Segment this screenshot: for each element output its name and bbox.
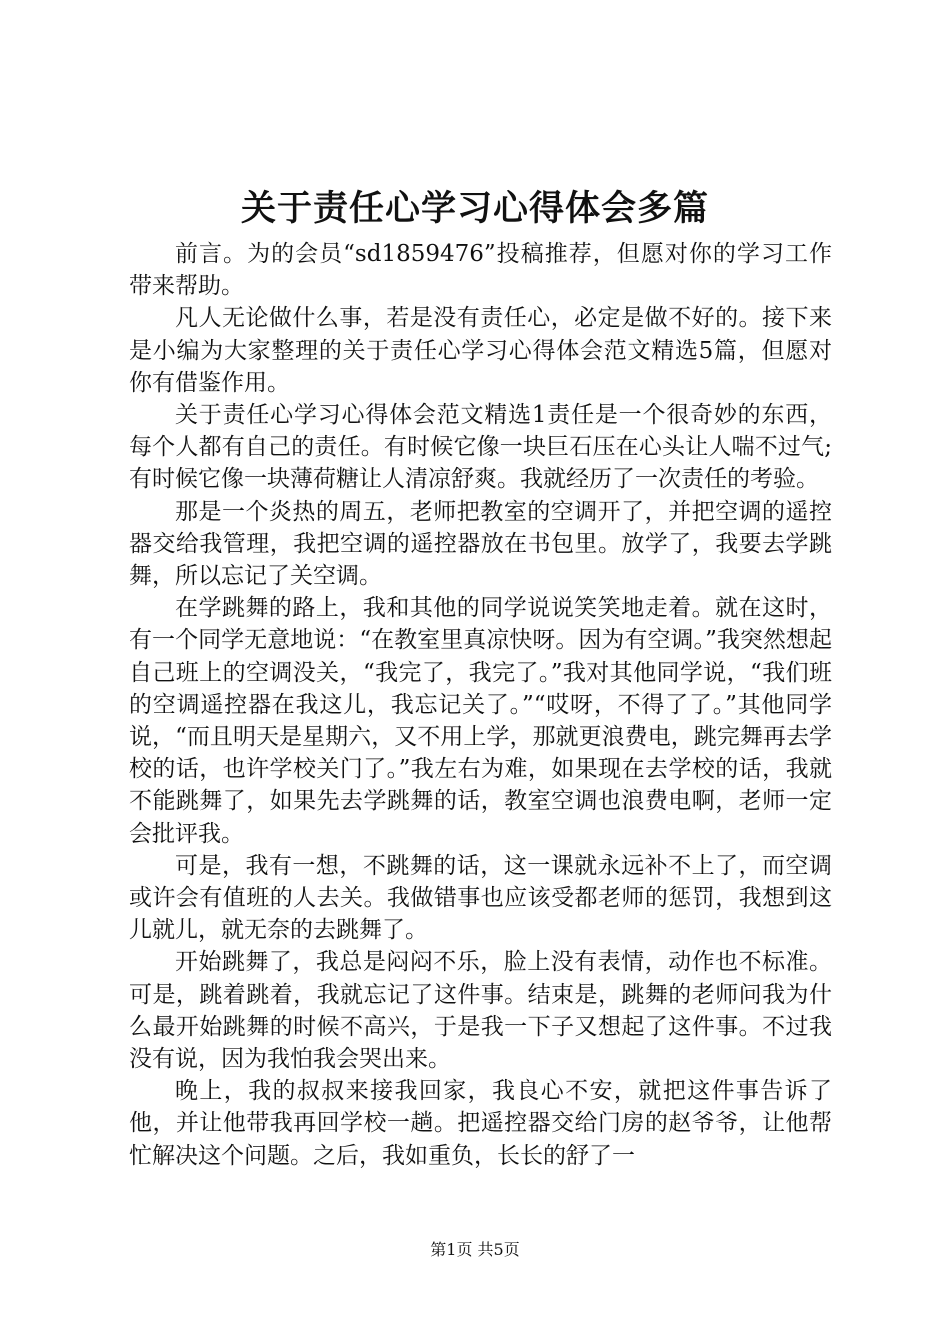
paragraph: 可是，我有一想，不跳舞的话，这一课就永远补不上了，而空调或许会有值班的人去关。我做错事也应该受都老师的惩罚，我想到这儿就儿，就无奈的去跳舞了。 xyxy=(129,852,832,944)
paragraph: 前言。为的会员“sd1859476”投稿推荐，但愿对你的学习工作带来帮助。 xyxy=(129,241,832,300)
paragraph: 晚上，我的叔叔来接我回家，我良心不安，就把这件事告诉了他，并让他带我再回学校一趟。把遥控器交给门房的赵爷爷，让他帮忙解决这个问题。之后，我如重负，长长的舒了一 xyxy=(129,1078,832,1169)
document-body xyxy=(129,238,832,1172)
paragraph: 关于责任心学习心得体会范文精选1责任是一个很奇妙的东西，每个人都有自己的责任。有时候它像一块巨石压在心头让人喘不过气;有时候它像一块薄荷糖让人清凉舒爽。我就经历了一次责任的考验。 xyxy=(129,402,832,493)
paragraph: 那是一个炎热的周五，老师把教室的空调开了，并把空调的遥控器交给我管理，我把空调的遥控器放在书包里。放学了，我要去学跳舞，所以忘记了关空调。 xyxy=(129,498,832,590)
paragraph: 凡人无论做什么事，若是没有责任心，必定是做不好的。接下来是小编为大家整理的关于责任心学习心得体会范文精选5篇，但愿对你有借鉴作用。 xyxy=(129,305,832,396)
page-footer: 第1页 共5页 xyxy=(430,1240,520,1259)
paragraph: 开始跳舞了，我总是闷闷不乐，脸上没有表情，动作也不标准。可是，跳着跳着，我就忘记了这件事。结束是，跳舞的老师问我为什么最开始跳舞的时候不高兴，于是我一下子又想起了这件事。不过我没有说，因为我怕我会哭出来。 xyxy=(129,949,832,1073)
paragraph: 在学跳舞的路上，我和其他的同学说说笑笑地走着。就在这时，有一个同学无意地说：“在教室里真凉快呀。因为有空调。”我突然想起自己班上的空调没关，“我完了，我完了。”我对其他同学说，“我们班的空调遥控器在我这儿，我忘记关了。”“哎呀，不得了了。”其他同学说，“而且明天是星期六，又不用上学，那就更浪费电，跳完舞再去学校的话，也许学校关门了。”我左右为难，如果现在去学校的话，我就不能跳舞了，如果先去学跳舞的话，教室空调也浪费电啊，老师一定会批评我。 xyxy=(129,595,832,847)
document-title: 关于责任心学习心得体会多篇 xyxy=(240,188,709,229)
